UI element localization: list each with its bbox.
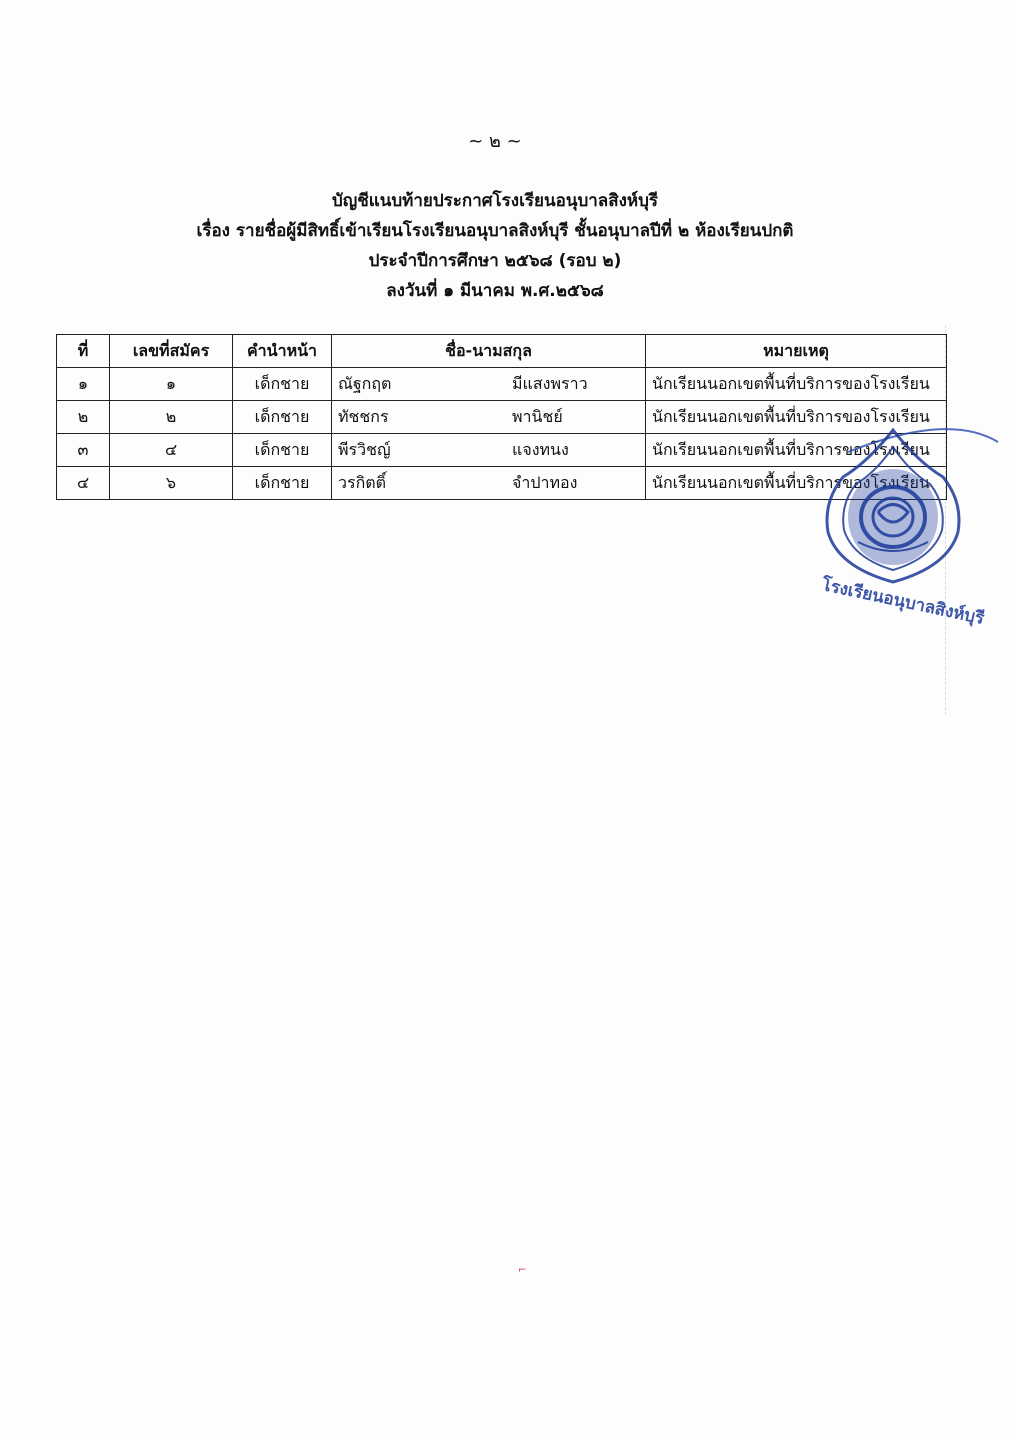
seal-text: โรงเรียนอนุบาลสิงห์บุรี: [819, 575, 986, 629]
cell-remark: นักเรียนนอกเขตพื้นที่บริการของโรงเรียน: [646, 467, 947, 500]
cell-name: [332, 368, 646, 401]
header-subject: เรื่อง รายชื่อผู้มีสิทธิ์เข้าเรียนโรงเรียนอนุบาลสิงห์บุรี ชั้นอนุบาลปีที่ ๒ ห้องเรียนปกติ: [196, 221, 794, 241]
cell-name: [332, 401, 646, 434]
document-header: [0, 186, 990, 306]
cell-no: ๒: [57, 401, 110, 434]
column-header-application-no: เลขที่สมัคร: [110, 335, 233, 368]
cell-no: ๔: [57, 467, 110, 500]
cell-prefix: เด็กชาย: [233, 467, 332, 500]
cell-no: ๓: [57, 434, 110, 467]
cell-application-no: ๒: [110, 401, 233, 434]
header-title: บัญชีแนบท้ายประกาศโรงเรียนอนุบาลสิงห์บุรี: [331, 191, 659, 211]
cell-first-name: ทัชชกร: [338, 406, 389, 426]
red-pen-mark: ⌐: [518, 1265, 527, 1276]
cell-application-no: ๔: [110, 434, 233, 467]
column-header-name: ชื่อ-นามสกุล: [332, 335, 646, 368]
cell-prefix: เด็กชาย: [233, 368, 332, 401]
cell-application-no: ๑: [110, 368, 233, 401]
header-date: ลงวันที่ ๑ มีนาคม พ.ศ.๒๕๖๘: [386, 281, 604, 301]
cell-last-name: พานิชย์: [512, 406, 563, 426]
column-header-no: ที่: [57, 335, 110, 368]
cell-last-name: มีแสงพราว: [512, 373, 588, 393]
cell-name: [332, 467, 646, 500]
cell-last-name: จำปาทอง: [512, 472, 578, 492]
cell-first-name: วรกิตติ์: [338, 472, 387, 492]
cell-prefix: เด็กชาย: [233, 401, 332, 434]
cell-remark: นักเรียนนอกเขตพื้นที่บริการของโรงเรียน: [646, 434, 947, 467]
table-header-row: [57, 335, 947, 368]
page-number: ~ ๒ ~: [468, 131, 522, 152]
cell-first-name: พีรวิชญ์: [338, 439, 391, 459]
cell-last-name: แจงทนง: [512, 439, 569, 459]
school-seal-stamp: [798, 392, 1008, 652]
cell-prefix: เด็กชาย: [233, 434, 332, 467]
cell-remark: นักเรียนนอกเขตพื้นที่บริการของโรงเรียน: [646, 368, 947, 401]
cell-application-no: ๖: [110, 467, 233, 500]
cell-name: [332, 434, 646, 467]
column-header-prefix: คำนำหน้า: [233, 335, 332, 368]
cell-first-name: ณัฐกฤต: [338, 373, 392, 393]
cell-remark: นักเรียนนอกเขตพื้นที่บริการของโรงเรียน: [646, 401, 947, 434]
column-header-remark: หมายเหตุ: [646, 335, 947, 368]
cell-no: ๑: [57, 368, 110, 401]
header-academic-year: ประจำปีการศึกษา ๒๕๖๘ (รอบ ๒): [368, 251, 622, 271]
